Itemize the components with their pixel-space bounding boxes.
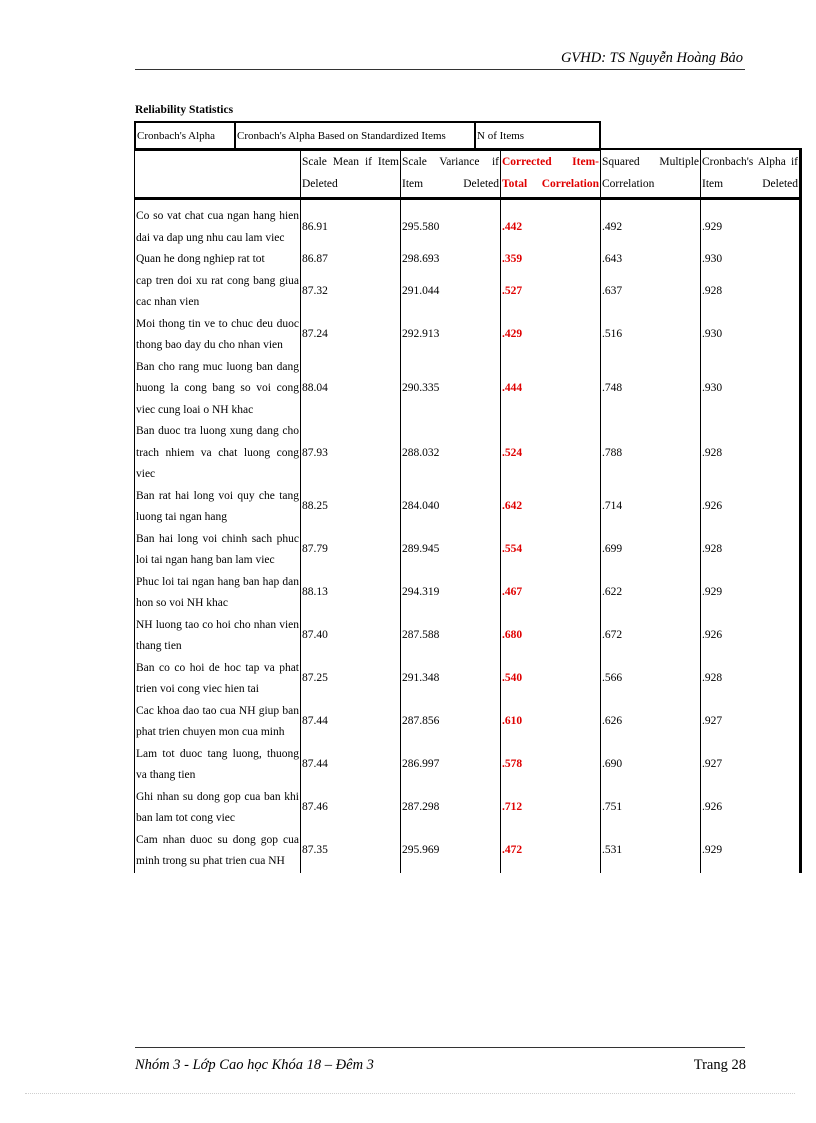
corrected-correlation-value: .472 <box>501 830 601 873</box>
item-label: Lam tot duoc tang luong, thuong va thang tien <box>135 744 301 787</box>
alpha-if-deleted-value: .930 <box>701 357 801 422</box>
squared-multiple-value: .622 <box>601 572 701 615</box>
corrected-correlation-value: .680 <box>501 615 601 658</box>
scale-variance-value: 291.348 <box>401 658 501 701</box>
scale-mean-value: 88.25 <box>301 486 401 529</box>
scale-mean-value: 86.91 <box>301 199 401 250</box>
scale-mean-value: 88.13 <box>301 572 401 615</box>
item-label: Phuc loi tai ngan hang ban hap dan hon so voi NH khac <box>135 572 301 615</box>
alpha-if-deleted-value: .929 <box>701 199 801 250</box>
page-header: GVHD: TS Nguyễn Hoàng Bảo <box>560 50 743 66</box>
corrected-correlation-value: .610 <box>501 701 601 744</box>
squared-multiple-value: .566 <box>601 658 701 701</box>
corrected-correlation-value: .527 <box>501 271 601 314</box>
scale-mean-value: 87.25 <box>301 658 401 701</box>
item-label: Ban hai long voi chinh sach phuc loi tai ngan hang ban lam viec <box>135 529 301 572</box>
section-title: Reliability Statistics <box>135 104 234 116</box>
scale-mean-value: 88.04 <box>301 357 401 422</box>
squared-multiple-value: .626 <box>601 701 701 744</box>
footer-divider <box>135 1047 745 1048</box>
scale-variance-value: 290.335 <box>401 357 501 422</box>
scale-variance-value: 287.298 <box>401 787 501 830</box>
item-label: Ban duoc tra luong xung dang cho trach nhiem va chat luong cong viec <box>135 421 301 486</box>
column-header-scale-variance: Scale Variance if Item Deleted <box>401 149 501 199</box>
column-header-alpha-if-deleted: Cronbach's Alpha if Item Deleted <box>701 149 801 199</box>
scale-variance-value: 291.044 <box>401 271 501 314</box>
table-row <box>135 701 801 744</box>
item-label: Quan he dong nghiep rat tot <box>135 249 301 271</box>
alpha-if-deleted-value: .926 <box>701 615 801 658</box>
scale-variance-value: 287.856 <box>401 701 501 744</box>
summary-header-cell: Cronbach's Alpha <box>135 122 235 150</box>
scale-variance-value: 294.319 <box>401 572 501 615</box>
alpha-if-deleted-value: .930 <box>701 249 801 271</box>
item-label: Ban rat hai long voi quy che tang luong tai ngan hang <box>135 486 301 529</box>
squared-multiple-value: .751 <box>601 787 701 830</box>
item-label: Cac khoa dao tao cua NH giup ban phat trien chuyen mon cua minh <box>135 701 301 744</box>
squared-multiple-value: .531 <box>601 830 701 873</box>
alpha-if-deleted-value: .928 <box>701 529 801 572</box>
item-label: Ban cho rang muc luong ban dang huong la cong bang so voi cong viec cung loai o NH khac <box>135 357 301 422</box>
scale-variance-value: 298.693 <box>401 249 501 271</box>
table-row <box>135 199 801 250</box>
item-label: Co so vat chat cua ngan hang hien dai va dap ung nhu cau lam viec <box>135 199 301 250</box>
table-row <box>135 421 801 486</box>
table-row <box>135 271 801 314</box>
corrected-correlation-value: .712 <box>501 787 601 830</box>
scale-variance-value: 287.588 <box>401 615 501 658</box>
column-header-scale-mean: Scale Mean if Item Deleted <box>301 149 401 199</box>
scale-mean-value: 87.35 <box>301 830 401 873</box>
squared-multiple-value: .672 <box>601 615 701 658</box>
corrected-correlation-value: .540 <box>501 658 601 701</box>
scale-variance-value: 286.997 <box>401 744 501 787</box>
item-label: Cam nhan duoc su dong gop cua minh trong su phat trien cua NH <box>135 830 301 873</box>
squared-multiple-value: .748 <box>601 357 701 422</box>
table-row <box>135 572 801 615</box>
squared-multiple-value: .788 <box>601 421 701 486</box>
corrected-correlation-value: .524 <box>501 421 601 486</box>
alpha-if-deleted-value: .927 <box>701 701 801 744</box>
scale-variance-value: 284.040 <box>401 486 501 529</box>
scale-variance-value: 295.580 <box>401 199 501 250</box>
corrected-correlation-value: .359 <box>501 249 601 271</box>
corrected-correlation-value: .578 <box>501 744 601 787</box>
squared-multiple-value: .699 <box>601 529 701 572</box>
corrected-correlation-value: .442 <box>501 199 601 250</box>
scale-mean-value: 87.79 <box>301 529 401 572</box>
item-label: Moi thong tin ve to chuc deu duoc thong bao day du cho nhan vien <box>135 314 301 357</box>
scale-mean-value: 87.44 <box>301 701 401 744</box>
squared-multiple-value: .714 <box>601 486 701 529</box>
scale-variance-value: 295.969 <box>401 830 501 873</box>
scale-mean-value: 87.46 <box>301 787 401 830</box>
reliability-summary-table <box>134 121 601 151</box>
squared-multiple-value: .643 <box>601 249 701 271</box>
squared-multiple-value: .690 <box>601 744 701 787</box>
alpha-if-deleted-value: .928 <box>701 271 801 314</box>
table-row <box>135 314 801 357</box>
header-divider <box>135 69 745 70</box>
scale-variance-value: 288.032 <box>401 421 501 486</box>
squared-multiple-value: .516 <box>601 314 701 357</box>
corrected-correlation-value: .554 <box>501 529 601 572</box>
scale-mean-value: 86.87 <box>301 249 401 271</box>
column-header-corrected-correlation: Corrected Item-Total Correlation <box>501 149 601 199</box>
corrected-correlation-value: .444 <box>501 357 601 422</box>
item-label: cap tren doi xu rat cong bang giua cac nhan vien <box>135 271 301 314</box>
corrected-correlation-value: .467 <box>501 572 601 615</box>
table-row <box>135 357 801 422</box>
squared-multiple-value: .637 <box>601 271 701 314</box>
table-row <box>135 486 801 529</box>
table-row <box>135 744 801 787</box>
alpha-if-deleted-value: .930 <box>701 314 801 357</box>
scale-variance-value: 289.945 <box>401 529 501 572</box>
scale-mean-value: 87.24 <box>301 314 401 357</box>
item-total-statistics-table <box>134 148 802 873</box>
table-row <box>135 658 801 701</box>
column-header-squared-multiple: Squared Multiple Correlation <box>601 149 701 199</box>
summary-header-row <box>135 122 600 150</box>
table-row <box>135 830 801 873</box>
item-label: Ghi nhan su dong gop cua ban khi ban lam tot cong viec <box>135 787 301 830</box>
table-row <box>135 787 801 830</box>
corrected-correlation-value: .642 <box>501 486 601 529</box>
alpha-if-deleted-value: .928 <box>701 421 801 486</box>
item-label: NH luong tao co hoi cho nhan vien thang tien <box>135 615 301 658</box>
footer-left: Nhóm 3 - Lớp Cao học Khóa 18 – Đêm 3 <box>135 1057 374 1073</box>
alpha-if-deleted-value: .926 <box>701 486 801 529</box>
table-row <box>135 249 801 271</box>
item-table-body <box>135 199 801 873</box>
table-row <box>135 529 801 572</box>
item-label: Ban co co hoi de hoc tap va phat trien voi cong viec hien tai <box>135 658 301 701</box>
column-header-blank <box>135 149 301 199</box>
alpha-if-deleted-value: .927 <box>701 744 801 787</box>
alpha-if-deleted-value: .926 <box>701 787 801 830</box>
scale-variance-value: 292.913 <box>401 314 501 357</box>
scale-mean-value: 87.40 <box>301 615 401 658</box>
corrected-correlation-value: .429 <box>501 314 601 357</box>
table-row <box>135 615 801 658</box>
scale-mean-value: 87.32 <box>301 271 401 314</box>
summary-header-cell: Cronbach's Alpha Based on Standardized Items <box>235 122 475 150</box>
scale-mean-value: 87.93 <box>301 421 401 486</box>
alpha-if-deleted-value: .928 <box>701 658 801 701</box>
alpha-if-deleted-value: .929 <box>701 830 801 873</box>
page-edge-dots <box>25 1093 795 1094</box>
squared-multiple-value: .492 <box>601 199 701 250</box>
page-number: Trang 28 <box>693 1057 746 1073</box>
summary-header-cell: N of Items <box>475 122 600 150</box>
alpha-if-deleted-value: .929 <box>701 572 801 615</box>
item-table-header-row <box>135 149 801 199</box>
scale-mean-value: 87.44 <box>301 744 401 787</box>
